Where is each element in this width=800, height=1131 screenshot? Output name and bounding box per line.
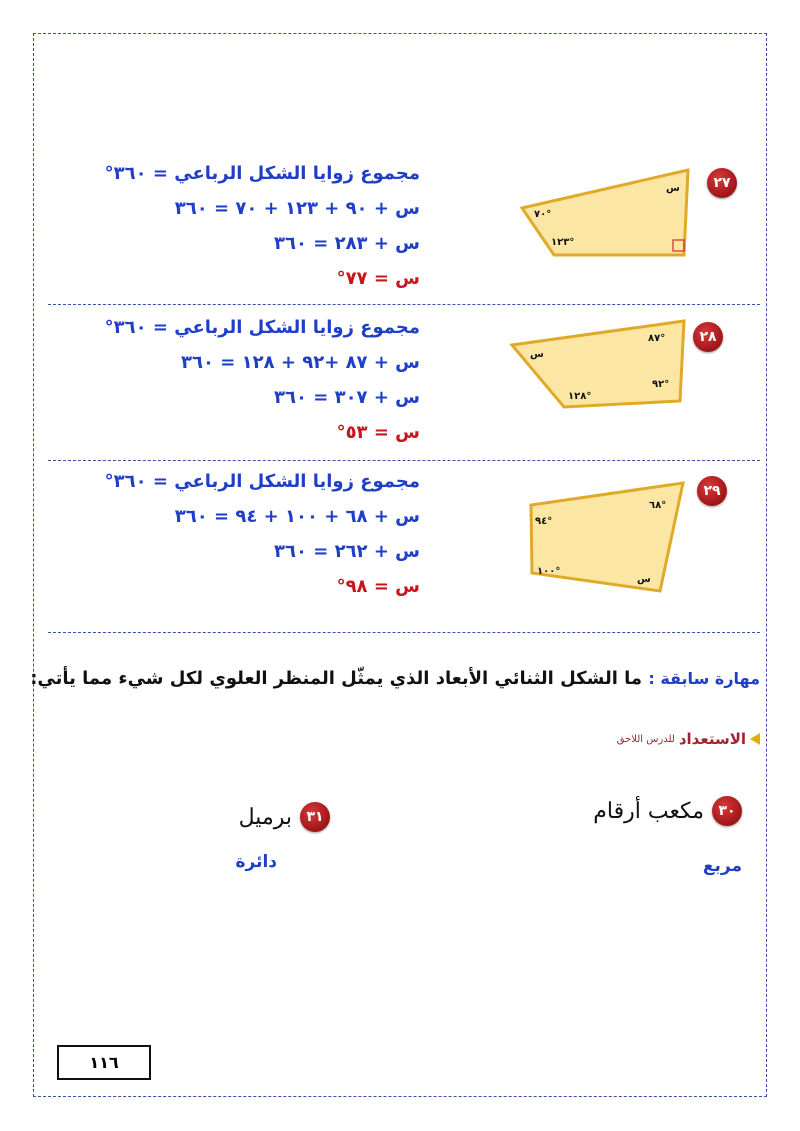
section-divider [48,460,760,461]
angle-label: س [637,574,651,585]
angle-label: ١٢٨° [568,391,592,402]
solution-line: مجموع زوايا الشكل الرباعي = ٣٦٠° [104,317,420,338]
solution-line: س + ٢٦٢ = ٣٦٠ [273,541,420,562]
quadrilateral-figure [508,315,698,415]
exercise-label: برميل [238,804,292,830]
solution-line: س + ٢٨٣ = ٣٦٠ [273,233,420,254]
angle-label: ١٢٣° [551,237,575,248]
angle-label: س [666,183,680,194]
problem-number-badge: ٢٩ [697,476,727,506]
previous-skill-text: ما الشكل الثنائي الأبعاد الذي يمثّل المنظر العلوي لكل شيء مما يأتي: [30,668,643,689]
solution-line: س + ٦٨ + ١٠٠ + ٩٤ = ٣٦٠ [174,506,420,527]
solution-answer: س = ٧٧° [336,268,420,289]
triangle-arrow-icon [750,733,760,745]
exercise-item [593,796,742,826]
angle-label: ٧٠° [534,209,552,220]
solution-answer: س = ٥٣° [336,422,420,443]
exercise-number-badge: ٣١ [300,802,330,832]
quadrilateral-figure [518,165,698,265]
prep-heading [617,730,760,748]
exercise-number-badge: ٣٠ [712,796,742,826]
angle-label: ٦٨° [649,500,667,511]
solution-line: س + ٣٠٧ = ٣٦٠ [273,387,420,408]
page-number: ١١٦ [57,1045,151,1080]
angle-label: ٨٧° [648,333,666,344]
solution-steps [60,310,420,450]
solution-line: مجموع زوايا الشكل الرباعي = ٣٦٠° [104,163,420,184]
quadrilateral-figure [525,478,695,598]
problem-number-badge: ٢٨ [693,322,723,352]
solution-line: س + ٩٠ + ١٢٣ + ٧٠ = ٣٦٠ [174,198,420,219]
previous-skill-question [30,668,760,689]
section-divider [48,632,760,633]
angle-label: ٩٢° [652,379,670,390]
prep-title: الاستعداد [678,730,746,748]
solution-answer: س = ٩٨° [336,576,420,597]
solution-line: س + ٨٧ +٩٢ + ١٢٨ = ٣٦٠ [181,352,420,373]
solution-line: مجموع زوايا الشكل الرباعي = ٣٦٠° [104,471,420,492]
exercise-answer: مربع [702,856,742,876]
prep-subtitle: للدرس اللاحق [616,733,675,745]
section-divider [48,304,760,305]
problem-number-badge: ٢٧ [707,168,737,198]
angle-label: ١٠٠° [537,566,561,577]
previous-skill-tag: مهارة سابقة : [648,669,760,688]
exercise-answer: دائرة [235,852,277,872]
solution-steps [60,464,420,604]
exercise-item [239,802,330,832]
exercise-label: مكعب أرقام [593,798,704,824]
angle-label: س [530,349,544,360]
angle-label: ٩٤° [535,516,553,527]
solution-steps [60,156,420,296]
